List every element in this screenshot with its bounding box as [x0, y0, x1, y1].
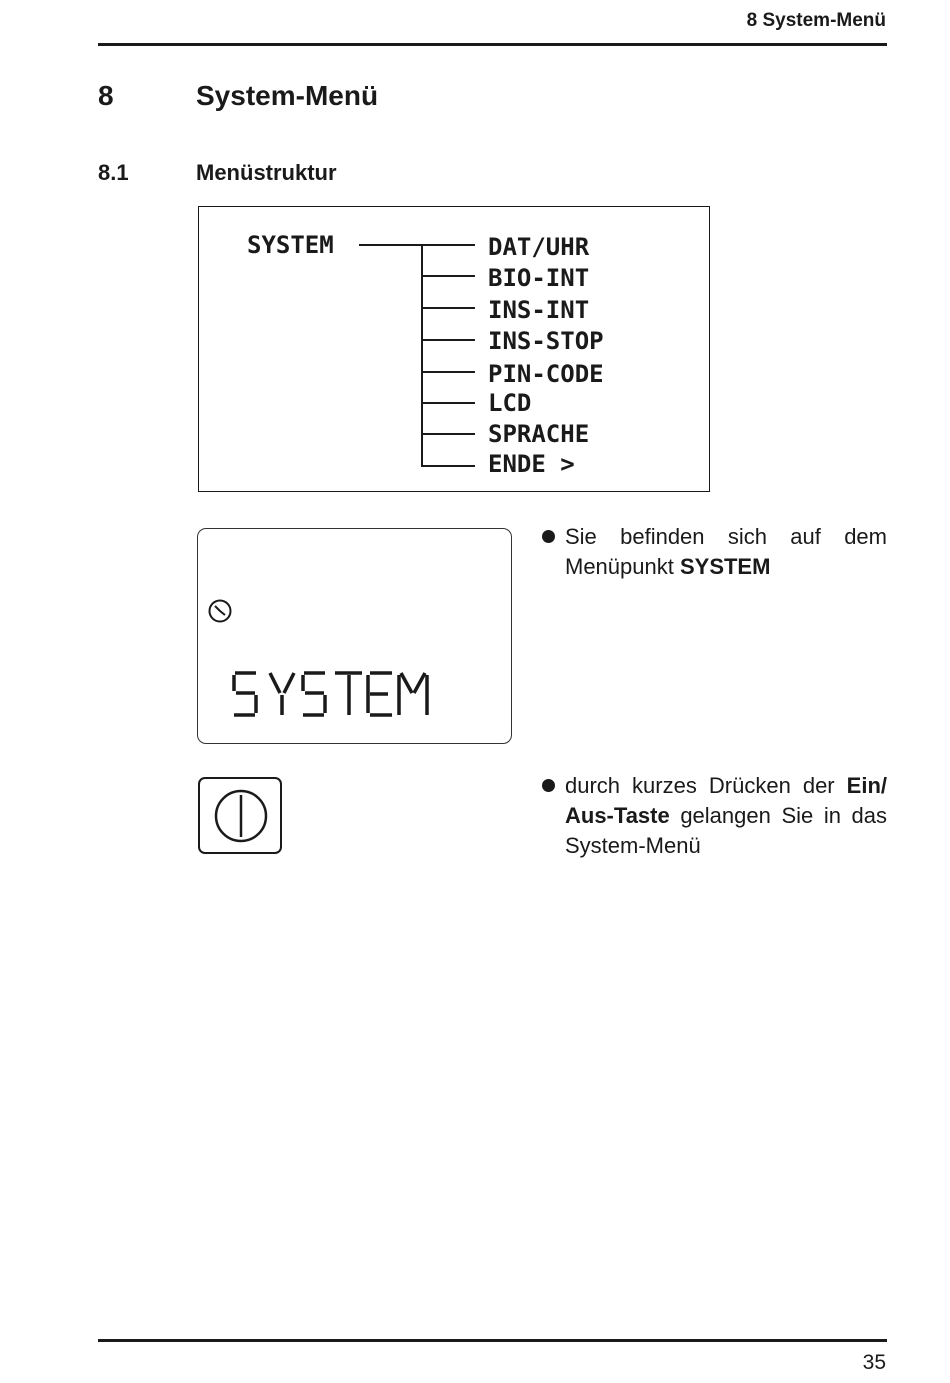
header-rule	[98, 43, 887, 46]
lcd-segment-text	[234, 673, 427, 715]
menu-item: PIN-CODE	[488, 360, 604, 388]
power-button-key[interactable]	[198, 777, 282, 854]
page-number: 35	[862, 1351, 886, 1374]
bullet-dot	[542, 530, 555, 543]
menu-item: INS-STOP	[488, 327, 604, 355]
menu-item: DAT/UHR	[488, 233, 590, 261]
instruction-text: Sie befinden sich auf dem Menüpunkt SYSTEM	[565, 524, 887, 579]
menu-item: LCD	[488, 389, 532, 417]
menu-structure-diagram	[198, 206, 710, 492]
menu-root-label: SYSTEM	[247, 231, 334, 259]
menu-item: INS-INT	[488, 296, 590, 324]
power-icon	[200, 779, 284, 856]
menu-item: BIO-INT	[488, 264, 590, 292]
section-title: System-Menü	[196, 80, 379, 111]
instruction-bullet	[542, 771, 887, 861]
instruction-text: durch kurzes Drücken der Ein/ Aus-Taste gelangen Sie in das System-Menü	[565, 773, 887, 858]
bullet-dot	[542, 779, 555, 792]
running-header: 8 System-Menü	[746, 10, 886, 31]
section-number: 8	[98, 80, 114, 111]
subsection-number: 8.1	[98, 160, 129, 185]
clock-icon	[210, 601, 231, 622]
footer-rule	[98, 1339, 887, 1342]
instruction-bullet	[542, 522, 887, 582]
menu-item: ENDE >	[488, 450, 575, 478]
lcd-display	[197, 528, 512, 744]
subsection-title: Menüstruktur	[196, 160, 337, 185]
menu-item: SPRACHE	[488, 420, 590, 448]
